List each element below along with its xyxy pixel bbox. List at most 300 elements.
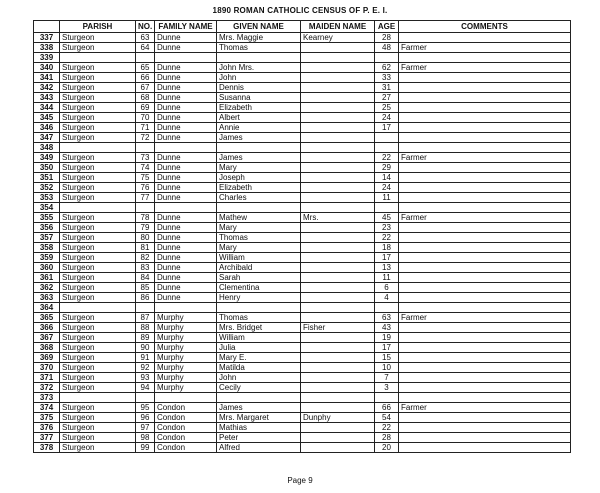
comments-cell [399,183,571,193]
age-cell: 63 [375,313,399,323]
age-cell: 27 [375,93,399,103]
comments-cell [399,223,571,233]
row-number-cell: 372 [34,383,60,393]
comments-cell [399,333,571,343]
age-cell: 10 [375,363,399,373]
parish-cell: Sturgeon [60,223,136,233]
comments-cell [399,443,571,453]
age-cell: 19 [375,333,399,343]
row-number-cell: 373 [34,393,60,403]
maiden-name-cell [301,173,375,183]
table-row [34,113,571,123]
parish-cell: Sturgeon [60,283,136,293]
no-cell: 74 [136,163,155,173]
table-row [34,193,571,203]
no-cell: 68 [136,93,155,103]
row-number-cell: 368 [34,343,60,353]
no-cell: 92 [136,363,155,373]
age-cell: 6 [375,283,399,293]
table-row [34,283,571,293]
age-cell: 48 [375,43,399,53]
comments-cell [399,123,571,133]
age-cell: 11 [375,273,399,283]
parish-cell: Sturgeon [60,113,136,123]
comments-header: COMMENTS [399,21,571,33]
parish-header: PARISH [60,21,136,33]
row-number-cell: 360 [34,263,60,273]
given-name-cell: Mrs. Margaret [217,413,301,423]
given-name-cell [217,143,301,153]
given-name-cell: Thomas [217,313,301,323]
no-cell: 86 [136,293,155,303]
age-cell: 17 [375,253,399,263]
row-number-header [34,21,60,33]
family-name-cell: Murphy [155,313,217,323]
comments-cell [399,83,571,93]
table-row [34,93,571,103]
row-number-cell: 344 [34,103,60,113]
family-name-cell: Dunne [155,83,217,93]
parish-cell: Sturgeon [60,183,136,193]
age-cell: 31 [375,83,399,93]
parish-cell: Sturgeon [60,173,136,183]
no-cell: 73 [136,153,155,163]
maiden-name-cell: Dunphy [301,413,375,423]
row-number-cell: 355 [34,213,60,223]
age-cell: 11 [375,193,399,203]
age-cell [375,133,399,143]
given-name-cell: William [217,333,301,343]
age-cell [375,203,399,213]
row-number-cell: 338 [34,43,60,53]
table-row [34,383,571,393]
comments-cell [399,433,571,443]
given-name-cell: Mathew [217,213,301,223]
row-number-cell: 350 [34,163,60,173]
maiden-name-cell [301,163,375,173]
no-header: NO. [136,21,155,33]
maiden-name-cell [301,233,375,243]
parish-cell: Sturgeon [60,243,136,253]
no-cell: 81 [136,243,155,253]
maiden-name-cell [301,53,375,63]
table-row [34,73,571,83]
family-name-cell: Condon [155,423,217,433]
maiden-name-cell [301,73,375,83]
table-row [34,33,571,43]
table-row [34,253,571,263]
given-name-cell: Archibald [217,263,301,273]
parish-cell [60,393,136,403]
maiden-name-cell [301,193,375,203]
no-cell [136,53,155,63]
maiden-name-cell [301,333,375,343]
document-title: 1890 ROMAN CATHOLIC CENSUS OF P. E. I. [212,6,388,15]
comments-cell [399,93,571,103]
table-row [34,263,571,273]
comments-cell [399,283,571,293]
age-header: AGE [375,21,399,33]
no-cell: 64 [136,43,155,53]
no-cell: 76 [136,183,155,193]
comments-cell [399,233,571,243]
family-name-cell [155,203,217,213]
given-name-cell: Mary [217,243,301,253]
given-name-cell: Mathias [217,423,301,433]
given-name-header: GIVEN NAME [217,21,301,33]
parish-cell: Sturgeon [60,273,136,283]
comments-cell [399,193,571,203]
maiden-name-cell [301,113,375,123]
age-cell: 3 [375,383,399,393]
family-name-cell: Dunne [155,293,217,303]
row-number-cell: 337 [34,33,60,43]
maiden-name-cell [301,313,375,323]
maiden-name-cell [301,183,375,193]
row-number-cell: 363 [34,293,60,303]
table-row [34,333,571,343]
parish-cell: Sturgeon [60,73,136,83]
family-name-cell: Dunne [155,33,217,43]
row-number-cell: 364 [34,303,60,313]
parish-cell: Sturgeon [60,233,136,243]
table-row [34,43,571,53]
comments-cell: Farmer [399,313,571,323]
comments-cell [399,203,571,213]
comments-cell [399,323,571,333]
row-number-cell: 366 [34,323,60,333]
row-number-cell: 345 [34,113,60,123]
given-name-cell: Mary E. [217,353,301,363]
family-name-cell: Condon [155,433,217,443]
table-header-row [34,21,571,33]
table-row [34,53,571,63]
parish-cell [60,143,136,153]
family-name-cell: Murphy [155,333,217,343]
comments-cell [399,423,571,433]
given-name-cell: William [217,253,301,263]
comments-cell [399,373,571,383]
maiden-name-cell [301,423,375,433]
maiden-name-cell [301,243,375,253]
family-name-cell: Dunne [155,263,217,273]
row-number-cell: 358 [34,243,60,253]
age-cell: 33 [375,73,399,83]
maiden-name-cell: Kearney [301,33,375,43]
no-cell: 72 [136,133,155,143]
age-cell: 25 [375,103,399,113]
parish-cell: Sturgeon [60,413,136,423]
maiden-name-cell [301,123,375,133]
comments-cell [399,243,571,253]
maiden-name-cell [301,203,375,213]
given-name-cell: Elizabeth [217,103,301,113]
age-cell [375,143,399,153]
given-name-cell: Cecily [217,383,301,393]
family-name-cell: Condon [155,403,217,413]
row-number-cell: 341 [34,73,60,83]
table-row [34,423,571,433]
age-cell: 62 [375,63,399,73]
maiden-name-cell [301,433,375,443]
parish-cell: Sturgeon [60,443,136,453]
maiden-name-cell [301,153,375,163]
parish-cell: Sturgeon [60,363,136,373]
parish-cell: Sturgeon [60,133,136,143]
no-cell: 95 [136,403,155,413]
parish-cell: Sturgeon [60,193,136,203]
given-name-cell: Alfred [217,443,301,453]
no-cell: 91 [136,353,155,363]
no-cell: 96 [136,413,155,423]
row-number-cell: 362 [34,283,60,293]
family-name-cell: Condon [155,443,217,453]
family-name-cell: Dunne [155,243,217,253]
given-name-cell: Susanna [217,93,301,103]
row-number-cell: 351 [34,173,60,183]
age-cell [375,393,399,403]
age-cell: 43 [375,323,399,333]
row-number-cell: 349 [34,153,60,163]
family-name-cell: Dunne [155,233,217,243]
comments-cell [399,363,571,373]
table-body [34,33,571,453]
table-row [34,293,571,303]
age-cell: 15 [375,353,399,363]
parish-cell: Sturgeon [60,323,136,333]
given-name-cell: Clementina [217,283,301,293]
table-row [34,403,571,413]
row-number-cell: 371 [34,373,60,383]
row-number-cell: 348 [34,143,60,153]
age-cell: 24 [375,183,399,193]
parish-cell: Sturgeon [60,253,136,263]
table-row [34,213,571,223]
given-name-cell: Mrs. Bridget [217,323,301,333]
parish-cell: Sturgeon [60,313,136,323]
no-cell: 97 [136,423,155,433]
row-number-cell: 374 [34,403,60,413]
given-name-cell: James [217,133,301,143]
comments-cell [399,53,571,63]
maiden-name-cell [301,383,375,393]
maiden-name-cell [301,363,375,373]
given-name-cell: James [217,403,301,413]
comments-cell [399,133,571,143]
table-row [34,153,571,163]
no-cell: 78 [136,213,155,223]
given-name-cell: Albert [217,113,301,123]
row-number-cell: 343 [34,93,60,103]
comments-cell [399,303,571,313]
comments-cell [399,383,571,393]
parish-cell: Sturgeon [60,123,136,133]
age-cell: 23 [375,223,399,233]
parish-cell: Sturgeon [60,403,136,413]
table-row [34,393,571,403]
family-name-cell: Dunne [155,273,217,283]
no-cell: 93 [136,373,155,383]
age-cell: 7 [375,373,399,383]
family-name-cell [155,393,217,403]
table-row [34,313,571,323]
row-number-cell: 359 [34,253,60,263]
no-cell: 99 [136,443,155,453]
row-number-cell: 353 [34,193,60,203]
table-row [34,163,571,173]
given-name-cell: Julia [217,343,301,353]
comments-cell [399,73,571,83]
comments-cell [399,253,571,263]
comments-cell [399,413,571,423]
age-cell: 18 [375,243,399,253]
comments-cell [399,293,571,303]
table-row [34,323,571,333]
table-row [34,373,571,383]
row-number-cell: 361 [34,273,60,283]
family-name-cell: Dunne [155,43,217,53]
maiden-name-cell [301,133,375,143]
age-cell: 17 [375,343,399,353]
parish-cell: Sturgeon [60,43,136,53]
table-row [34,223,571,233]
table-row [34,83,571,93]
given-name-cell: John [217,73,301,83]
row-number-cell: 377 [34,433,60,443]
parish-cell: Sturgeon [60,103,136,113]
age-cell: 14 [375,173,399,183]
given-name-cell: Mary [217,163,301,173]
parish-cell: Sturgeon [60,93,136,103]
age-cell: 22 [375,153,399,163]
given-name-cell [217,203,301,213]
no-cell: 70 [136,113,155,123]
family-name-header: FAMILY NAME [155,21,217,33]
page-number: Page 9 [287,476,313,485]
age-cell: 24 [375,113,399,123]
given-name-cell: Mary [217,223,301,233]
maiden-name-cell [301,283,375,293]
family-name-cell: Dunne [155,223,217,233]
maiden-name-cell [301,93,375,103]
given-name-cell [217,53,301,63]
age-cell: 45 [375,213,399,223]
no-cell: 75 [136,173,155,183]
row-number-cell: 375 [34,413,60,423]
comments-cell: Farmer [399,153,571,163]
maiden-name-cell [301,403,375,413]
family-name-cell: Murphy [155,323,217,333]
family-name-cell: Murphy [155,353,217,363]
comments-cell [399,143,571,153]
family-name-cell: Dunne [155,283,217,293]
given-name-cell [217,393,301,403]
family-name-cell: Dunne [155,253,217,263]
age-cell: 28 [375,433,399,443]
given-name-cell [217,303,301,313]
given-name-cell: John Mrs. [217,63,301,73]
table-row [34,433,571,443]
table-row [34,353,571,363]
comments-cell: Farmer [399,213,571,223]
row-number-cell: 378 [34,443,60,453]
family-name-cell: Dunne [155,73,217,83]
parish-cell [60,53,136,63]
maiden-name-cell [301,393,375,403]
parish-cell: Sturgeon [60,353,136,363]
parish-cell: Sturgeon [60,433,136,443]
family-name-cell: Dunne [155,163,217,173]
comments-cell [399,33,571,43]
comments-cell [399,393,571,403]
no-cell: 69 [136,103,155,113]
family-name-cell [155,53,217,63]
no-cell: 65 [136,63,155,73]
maiden-name-cell [301,103,375,113]
row-number-cell: 342 [34,83,60,93]
age-cell: 66 [375,403,399,413]
comments-cell [399,263,571,273]
family-name-cell: Dunne [155,93,217,103]
parish-cell: Sturgeon [60,373,136,383]
table-row [34,443,571,453]
comments-cell [399,163,571,173]
given-name-cell: Henry [217,293,301,303]
table-row [34,413,571,423]
parish-cell: Sturgeon [60,153,136,163]
maiden-name-cell [301,143,375,153]
row-number-cell: 365 [34,313,60,323]
table-row [34,173,571,183]
family-name-cell: Dunne [155,173,217,183]
age-cell: 17 [375,123,399,133]
age-cell: 54 [375,413,399,423]
table-row [34,183,571,193]
parish-cell: Sturgeon [60,383,136,393]
table-row [34,103,571,113]
family-name-cell: Murphy [155,373,217,383]
age-cell: 28 [375,33,399,43]
family-name-cell: Dunne [155,123,217,133]
given-name-cell: Thomas [217,43,301,53]
maiden-name-cell [301,263,375,273]
table-row [34,233,571,243]
no-cell: 77 [136,193,155,203]
maiden-name-cell [301,303,375,313]
parish-cell: Sturgeon [60,163,136,173]
given-name-cell: Thomas [217,233,301,243]
parish-cell: Sturgeon [60,63,136,73]
comments-cell [399,173,571,183]
maiden-name-cell [301,353,375,363]
given-name-cell: Peter [217,433,301,443]
maiden-name-cell [301,443,375,453]
maiden-name-cell [301,223,375,233]
no-cell: 71 [136,123,155,133]
age-cell: 22 [375,423,399,433]
no-cell: 94 [136,383,155,393]
no-cell [136,303,155,313]
parish-cell [60,203,136,213]
no-cell: 66 [136,73,155,83]
no-cell [136,203,155,213]
age-cell: 4 [375,293,399,303]
parish-cell: Sturgeon [60,423,136,433]
table-row [34,63,571,73]
family-name-cell: Condon [155,413,217,423]
maiden-name-cell [301,373,375,383]
family-name-cell: Dunne [155,193,217,203]
